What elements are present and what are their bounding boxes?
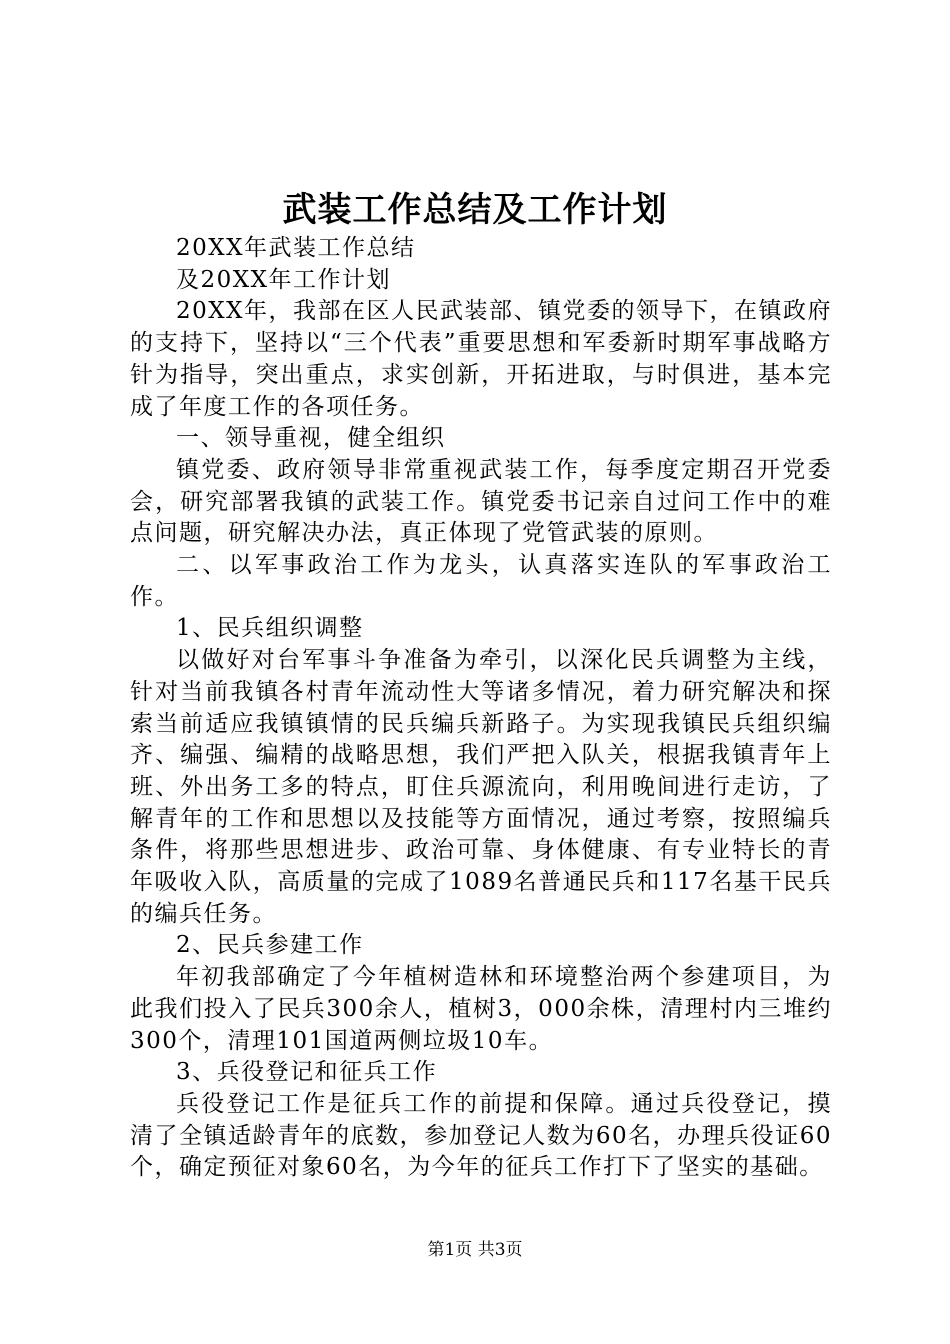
page-number-footer: 第1页 共3页	[427, 1240, 523, 1260]
subsection-heading-3: 3、兵役登记和征兵工作	[176, 1059, 438, 1086]
page-title: 武装工作总结及工作计划	[282, 190, 668, 230]
subsection-heading-2: 2、民兵参建工作	[176, 932, 364, 959]
section-heading-2: 二、以军事政治工作为龙头，认真落实连队的军事政治工作。	[130, 552, 832, 610]
subtitle-line-2: 及20XX年工作计划	[176, 266, 392, 293]
section-1-paragraph: 镇党委、政府领导非常重视武装工作，每季度定期召开党委会，研究部署我镇的武装工作。镇党委书记亲自过问工作中的难点问题，研究解决办法，真正体现了党管武装的原则。	[130, 456, 832, 547]
subsection-2-paragraph: 年初我部确定了今年植树造林和环境整治两个参建项目，为此我们投入了民兵300余人，植树3，000余株，清理村内三堆约300个，清理101国道两侧垃圾10车。	[130, 964, 832, 1054]
section-heading-1: 一、领导重视，健全组织	[176, 425, 446, 452]
subsection-3-paragraph: 兵役登记工作是征兵工作的前提和保障。通过兵役登记，摸清了全镇适龄青年的底数，参加登记人数为60名，办理兵役证60个，确定预征对象60名，为今年的征兵工作打下了坚实的基础。	[130, 1090, 832, 1181]
subsection-heading-1: 1、民兵组织调整	[176, 615, 364, 642]
intro-paragraph: 20XX年，我部在区人民武装部、镇党委的领导下，在镇政府的支持下，坚持以“三个代表”重要思想和军委新时期军事战略方针为指导，突出重点，求实创新，开拓进取，与时俱进，基本完成了年度工作的各项任务。	[130, 298, 833, 420]
document-body	[130, 233, 832, 1184]
subsection-1-paragraph: 以做好对台军事斗争准备为牵引，以深化民兵调整为主线，针对当前我镇各村青年流动性大等诸多情况，着力研究解决和探索当前适应我镇镇情的民兵编兵新路子。为实现我镇民兵组织编齐、编强、编精的战略思想，我们严把入队关，根据我镇青年上班、外出务工多的特点，盯住兵源流向，利用晚间进行走访，了解青年的工作和思想以及技能等方面情况，通过考察，按照编兵条件，将那些思想进步、政治可靠、身体健康、有专业特长的青年吸收入队，高质量的完成了1089名普通民兵和117名基干民兵的编兵任务。	[130, 647, 832, 927]
subtitle-line-1: 20XX年武装工作总结	[176, 235, 416, 261]
